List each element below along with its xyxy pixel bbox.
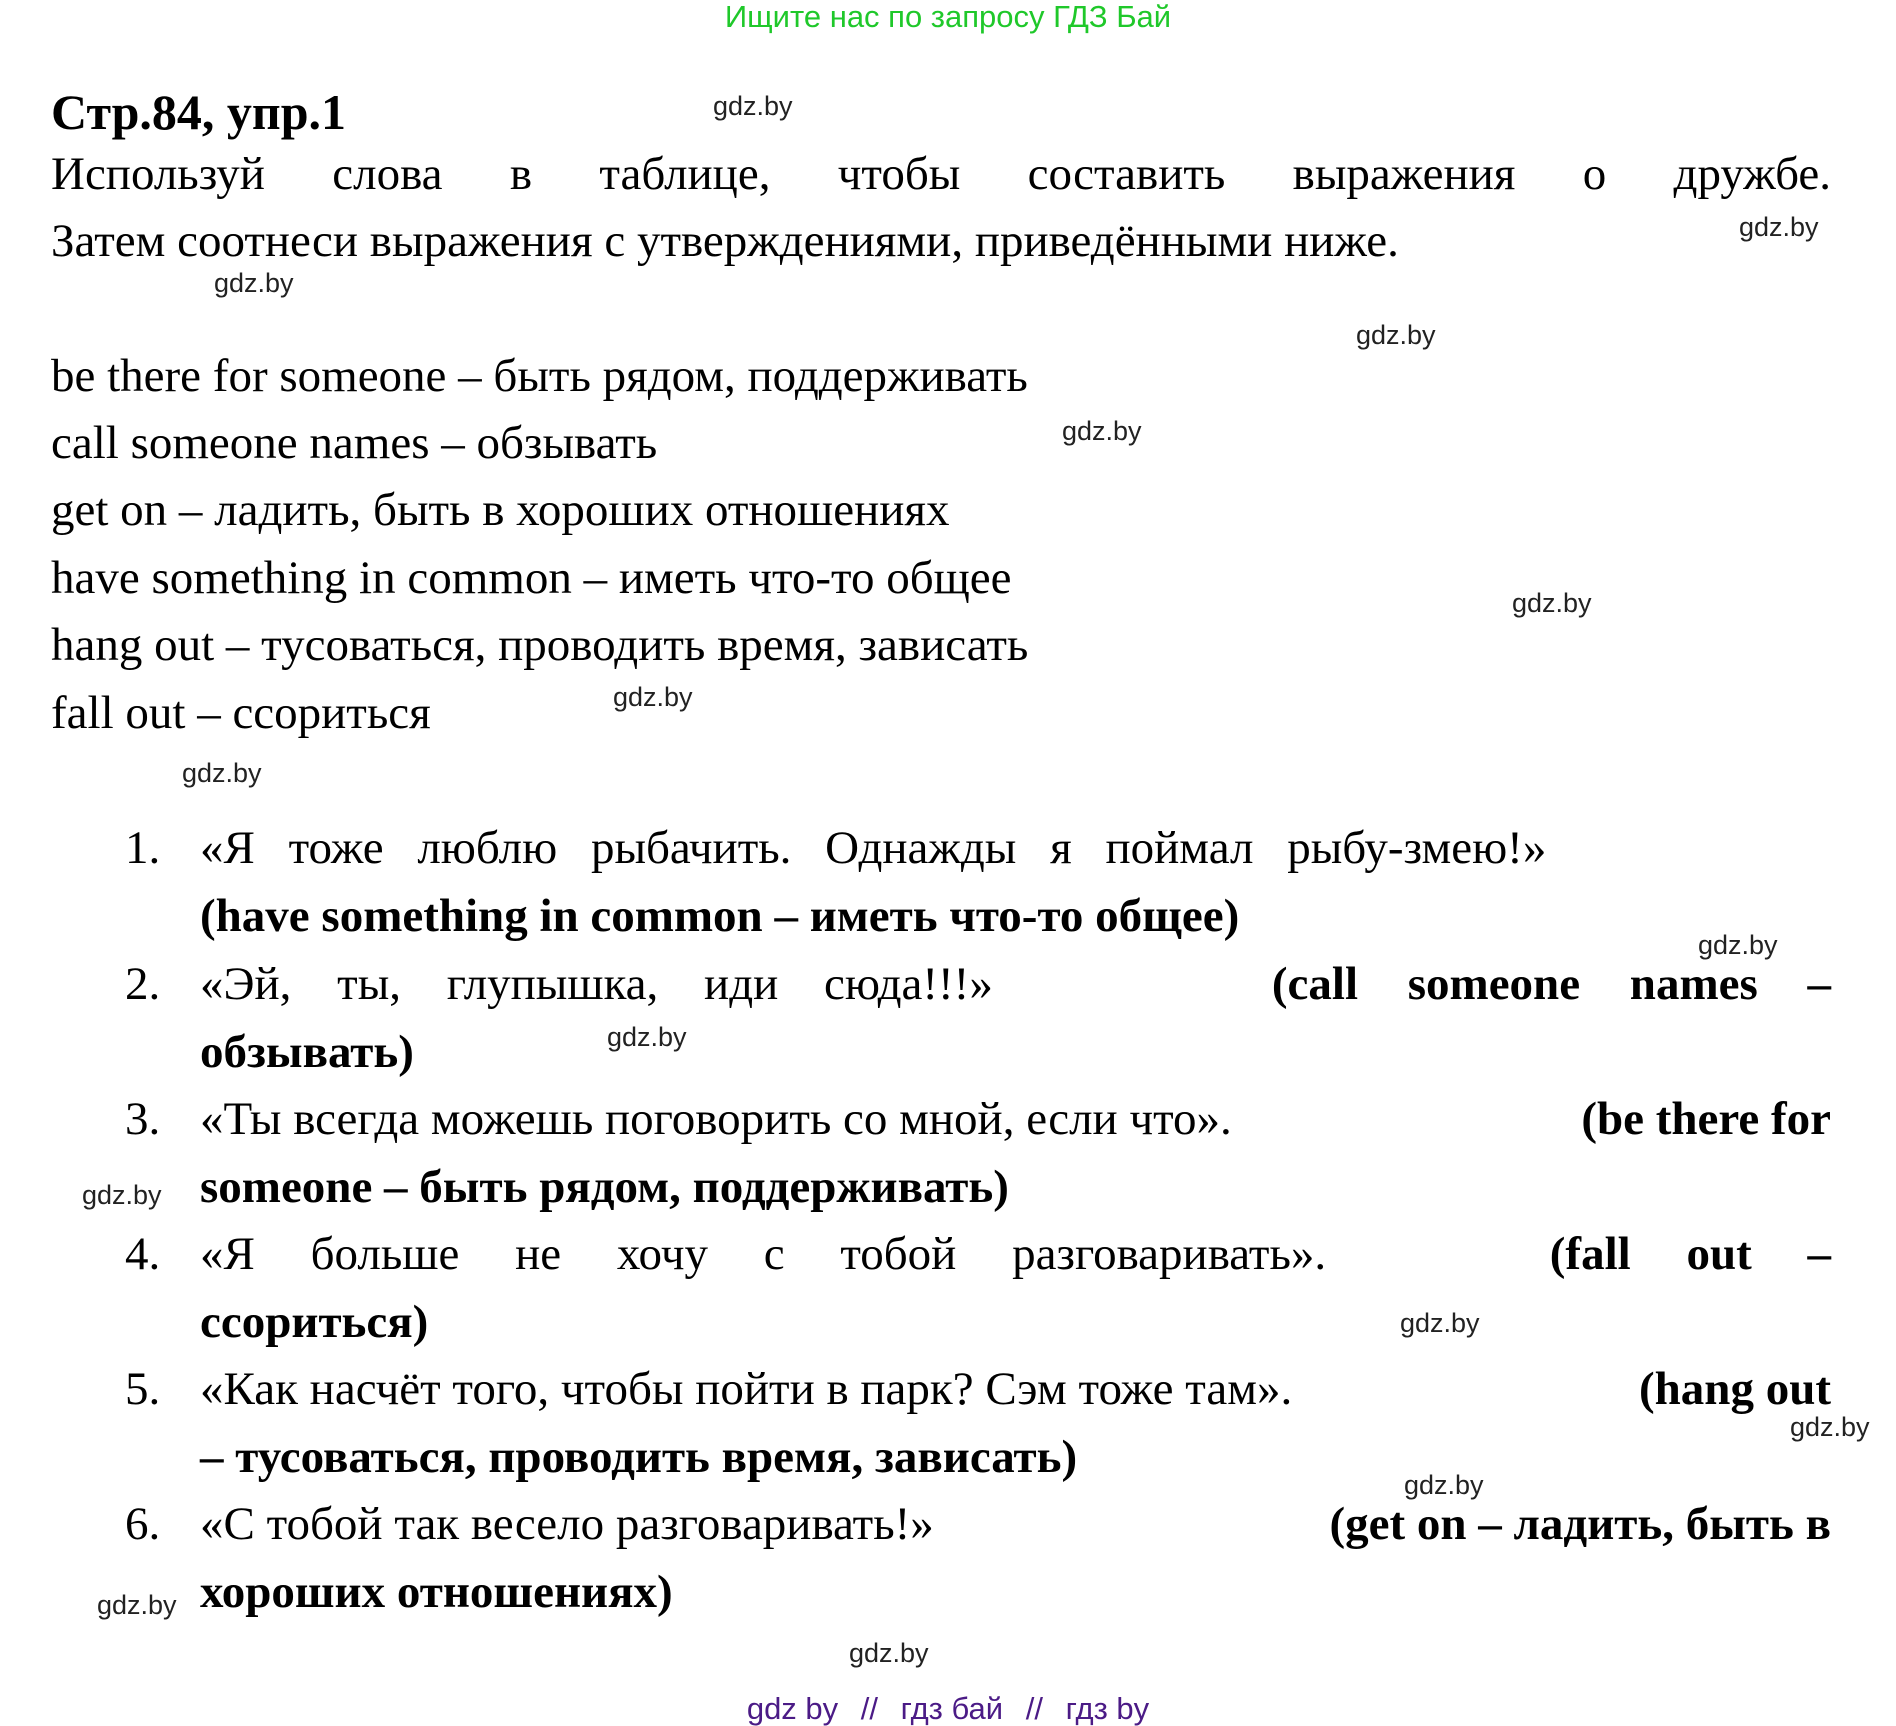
- answer-number: 3.: [125, 1093, 161, 1145]
- vocab-english: hang out: [51, 619, 215, 671]
- watermark: gdz.by: [1739, 212, 1819, 242]
- answer-quote: [200, 951, 1831, 1018]
- footer-separator: //: [860, 1691, 879, 1726]
- watermark: gdz.by: [1062, 416, 1142, 446]
- vocab-english: call someone names: [51, 417, 430, 469]
- footer-separator: //: [1025, 1691, 1043, 1726]
- vocab-item: [51, 477, 950, 544]
- vocab-dash: –: [178, 484, 203, 536]
- answer-quote-text: «Ты всегда можешь поговорить со мной, если что».: [200, 1093, 1232, 1145]
- vocab-item: [51, 612, 1028, 679]
- watermark: gdz.by: [1356, 320, 1436, 350]
- answer-phrase-part-2: хороших отношениях): [200, 1566, 673, 1618]
- answer-number: 4.: [125, 1228, 161, 1280]
- watermark: gdz.by: [607, 1022, 687, 1052]
- answer-number: 6.: [125, 1498, 161, 1550]
- answer-phrase-part-1: (hang out: [1639, 1363, 1831, 1415]
- vocab-russian: тусоваться, проводить время, зависать: [261, 619, 1029, 671]
- footer-link-gdz-by[interactable]: gdz by: [746, 1691, 839, 1726]
- vocab-english: get on: [51, 484, 168, 536]
- vocab-english: be there for someone: [51, 350, 447, 402]
- page-title: Стр.84, упр.1: [51, 84, 347, 140]
- watermark: gdz.by: [613, 682, 693, 712]
- answer-phrase-part-2: обзывать): [200, 1026, 414, 1078]
- answer-quote: [200, 1356, 1831, 1423]
- watermark: gdz.by: [713, 91, 793, 121]
- answer-phrase: (have something in common – иметь что-то общее): [200, 890, 1240, 942]
- vocab-dash: –: [583, 552, 608, 604]
- vocab-dash: –: [458, 350, 482, 402]
- search-banner: Ищите нас по запросу ГДЗ Бай: [724, 0, 1172, 34]
- vocab-english: have something in common: [51, 552, 572, 604]
- answer-phrase-part-1: (get on – ладить, быть в: [1329, 1498, 1831, 1550]
- footer-link-gdz-bai[interactable]: гдз бай: [900, 1691, 1004, 1726]
- watermark: gdz.by: [1512, 588, 1592, 618]
- watermark: gdz.by: [1400, 1308, 1480, 1338]
- watermark: gdz.by: [1790, 1412, 1870, 1442]
- vocab-russian: ладить, быть в хороших отношениях: [214, 484, 950, 536]
- watermark: gdz.by: [182, 758, 262, 788]
- vocab-russian: обзывать: [476, 417, 658, 469]
- watermark: gdz.by: [849, 1638, 929, 1668]
- vocab-russian: ссориться: [232, 687, 431, 739]
- answer-phrase-part-2: someone – быть рядом, поддерживать): [200, 1161, 1009, 1213]
- answer-quote-text: «Я тоже люблю рыбачить. Однажды я поймал рыбу-змею!»: [200, 822, 1547, 874]
- answer-quote-text: «С тобой так весело разговаривать!»: [200, 1498, 934, 1550]
- vocab-english: fall out: [51, 687, 186, 739]
- watermark: gdz.by: [82, 1180, 162, 1210]
- vocab-item: [51, 680, 431, 747]
- answer-phrase-part-2: ссориться): [200, 1296, 429, 1348]
- footer-links: [0, 1692, 1896, 1726]
- answer-phrase-part-1: (fall out –: [1549, 1228, 1831, 1280]
- answer-quote: [200, 1086, 1831, 1153]
- answer-number: 1.: [125, 822, 161, 874]
- answer-phrase-part-2: – тусоваться, проводить время, зависать): [200, 1431, 1078, 1483]
- vocab-russian: иметь что-то общее: [618, 552, 1012, 604]
- answer-quote-text: «Эй, ты, глупышка, иди сюда!!!»: [200, 958, 993, 1010]
- answer-phrase-part-1: (be there for: [1581, 1093, 1831, 1145]
- watermark: gdz.by: [1404, 1470, 1484, 1500]
- vocab-dash: –: [441, 417, 465, 469]
- watermark: gdz.by: [97, 1590, 177, 1620]
- vocab-russian: быть рядом, поддерживать: [493, 350, 1028, 402]
- watermark: gdz.by: [1698, 930, 1778, 960]
- watermark: gdz.by: [214, 268, 294, 298]
- vocab-dash: –: [225, 619, 250, 671]
- answer-quote-text: «Как насчёт того, чтобы пойти в парк? Сэм тоже там».: [200, 1363, 1293, 1415]
- answer-quote: [200, 1491, 1831, 1558]
- vocab-dash: –: [197, 687, 221, 739]
- instruction-line-2: Затем соотнеси выражения с утверждениями, приведёнными ниже.: [51, 215, 1399, 267]
- vocab-item: [51, 343, 1028, 410]
- footer-link-gdz-by-cyr[interactable]: гдз by: [1065, 1691, 1150, 1726]
- answer-number: 2.: [125, 958, 161, 1010]
- answer-quote-text: «Я больше не хочу с тобой разговаривать».: [200, 1228, 1327, 1280]
- answer-quote: [200, 815, 1831, 882]
- vocab-item: [51, 410, 657, 477]
- answer-quote: [200, 1221, 1831, 1288]
- answer-phrase-part-1: (call someone names –: [1271, 958, 1831, 1010]
- instruction-line-1: Используй слова в таблице, чтобы составить выражения о дружбе.: [51, 148, 1831, 200]
- answer-number: 5.: [125, 1363, 161, 1415]
- vocab-item: [51, 545, 1012, 612]
